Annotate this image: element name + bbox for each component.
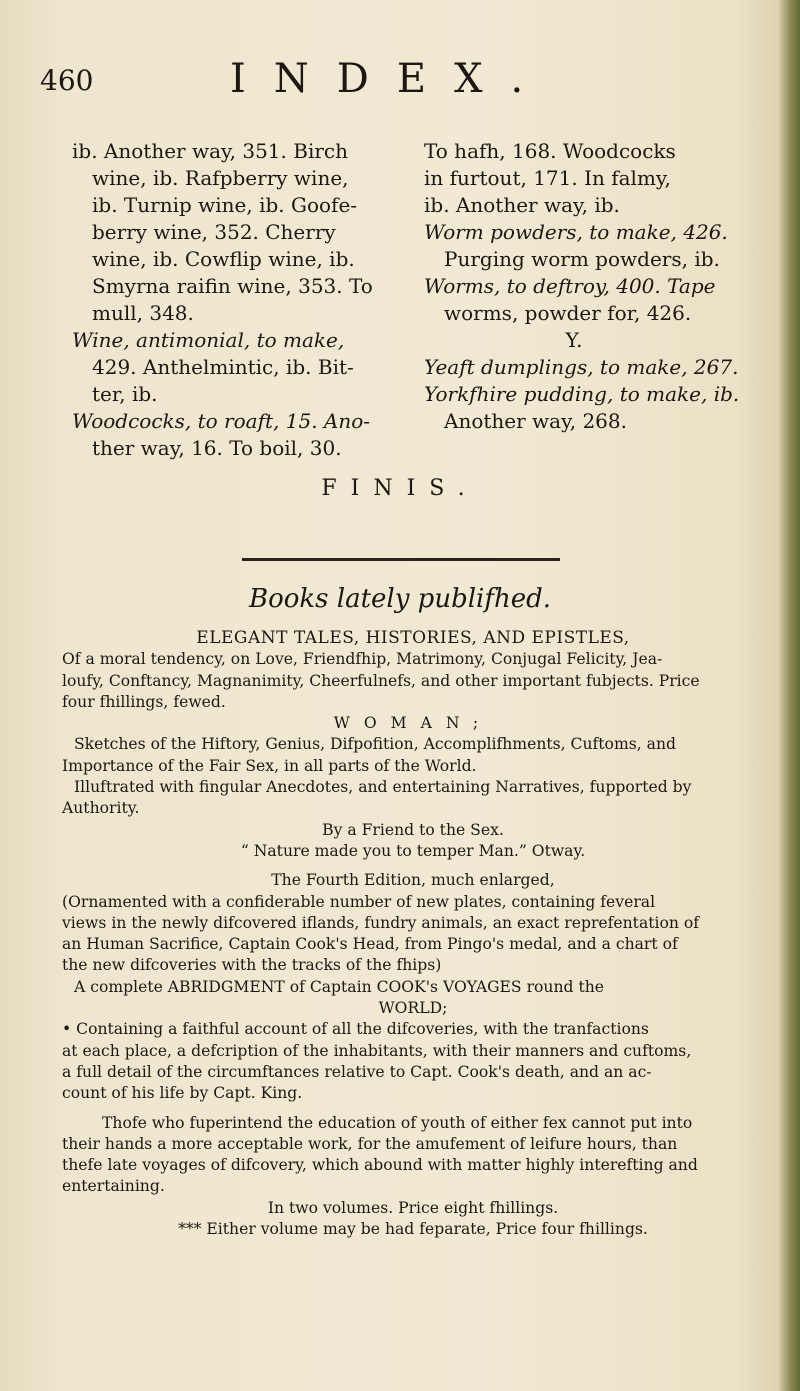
advert-line: entertaining.: [62, 1177, 165, 1196]
index-line: Worms, to deftroy, 400. Tape: [424, 274, 716, 298]
advert-line: thefe late voyages of difcovery, which abound with matter highly interefting and: [62, 1156, 698, 1175]
advert-line: a full detail of the circumftances relative to Capt. Cook's death, and an ac-: [62, 1062, 652, 1081]
advert-line: A complete ABRIDGMENT of Captain COOK's VOYAGES round the: [74, 977, 604, 996]
index-line: mull, 348.: [92, 301, 194, 325]
index-line: ib. Another way, ib.: [424, 193, 620, 217]
advertisement-block: [62, 628, 764, 1240]
index-line: Worm powders, to make, 426.: [424, 220, 728, 244]
advert-line: (Ornamented with a confiderable number of new plates, containing feveral: [62, 892, 656, 911]
index-line: ib. Turnip wine, ib. Goofe-: [92, 193, 358, 217]
index-line: Yorkfhire pudding, to make, ib.: [424, 382, 740, 406]
index-line: ther way, 16. To boil, 30.: [92, 436, 342, 460]
advert-quote: “ Nature made you to temper Man.” Otway.: [240, 841, 586, 860]
index-line: ter, ib.: [92, 382, 158, 406]
page-number: 460: [40, 64, 94, 97]
advert-line: the new difcoveries with the tracks of the fhips): [62, 956, 442, 975]
index-line: Another way, 268.: [444, 409, 627, 433]
finis-heading: FINIS.: [321, 476, 479, 501]
index-line: wine, ib. Cowflip wine, ib.: [92, 247, 355, 271]
index-line: Smyrna raifin wine, 353. To: [92, 274, 373, 298]
advert-line: WORLD;: [378, 999, 448, 1018]
page-header: [40, 54, 760, 114]
index-letter-heading: Y.: [565, 328, 583, 352]
index-line: in furtout, 171. In falmy,: [424, 166, 671, 190]
index-line: Purging worm powders, ib.: [444, 247, 720, 271]
index-line: ib. Another way, 351. Birch: [72, 139, 348, 163]
index-line: berry wine, 352. Cherry: [92, 220, 336, 244]
page-edge: [778, 0, 800, 1391]
advert-price: *** Either volume may be had feparate, Price four fhillings.: [178, 1220, 648, 1239]
index-line: Yeaft dumplings, to make, 267.: [424, 355, 739, 379]
advert-line: Illuftrated with fingular Anecdotes, and entertaining Narratives, fupported by: [74, 778, 692, 797]
index-line: Woodcocks, to roaft, 15. Ano-: [72, 409, 371, 433]
advert-title: WOMAN;: [333, 714, 493, 733]
running-head: INDEX.: [230, 56, 552, 102]
advert-line: views in the newly difcovered iflands, fundry animals, an exact reprefentation of: [62, 913, 700, 932]
advert-title: ELEGANT TALES, HISTORIES, AND EPISTLES,: [196, 628, 630, 648]
index-line: wine, ib. Rafpberry wine,: [92, 166, 349, 190]
advert-line: loufy, Conftancy, Magnanimity, Cheerfulnefs, and other important fubjects. Price: [62, 671, 700, 690]
advert-line: • Containing a faithful account of all the difcoveries, with the tranfactions: [62, 1020, 649, 1039]
index-column-left: [72, 138, 406, 462]
advert-line: Sketches of the Hiftory, Genius, Difpofition, Accomplifhments, Cuftoms, and: [74, 735, 676, 754]
advert-line: Of a moral tendency, on Love, Friendfhip, Matrimony, Conjugal Felicity, Jea-: [62, 650, 663, 669]
advert-line: an Human Sacrifice, Captain Cook's Head, from Pingo's medal, and a chart of: [62, 935, 678, 954]
divider-rule: [242, 558, 560, 561]
advert-line: their hands a more acceptable work, for the amufement of leifure hours, than: [62, 1134, 678, 1153]
advert-line: Importance of the Fair Sex, in all parts of the World.: [62, 756, 477, 775]
advert-line: Authority.: [62, 799, 140, 818]
index-line: To hafh, 168. Woodcocks: [424, 139, 676, 163]
advert-line: four fhillings, fewed.: [62, 692, 226, 711]
advert-line: By a Friend to the Sex.: [322, 820, 504, 839]
advert-price: In two volumes. Price eight fhillings.: [267, 1198, 559, 1217]
books-heading: Books lately publifhed.: [248, 584, 552, 614]
advert-edition: The Fourth Edition, much enlarged,: [271, 871, 555, 890]
index-column-right: [424, 138, 764, 435]
index-line: worms, powder for, 426.: [444, 301, 692, 325]
advert-line: count of his life by Capt. King.: [62, 1084, 303, 1103]
index-line: 429. Anthelmintic, ib. Bit-: [92, 355, 354, 379]
advert-line: at each place, a defcription of the inhabitants, with their manners and cuftoms,: [62, 1041, 692, 1060]
advert-line: Thofe who fuperintend the education of youth of either fex cannot put into: [102, 1113, 693, 1132]
index-line: Wine, antimonial, to make,: [72, 328, 345, 352]
